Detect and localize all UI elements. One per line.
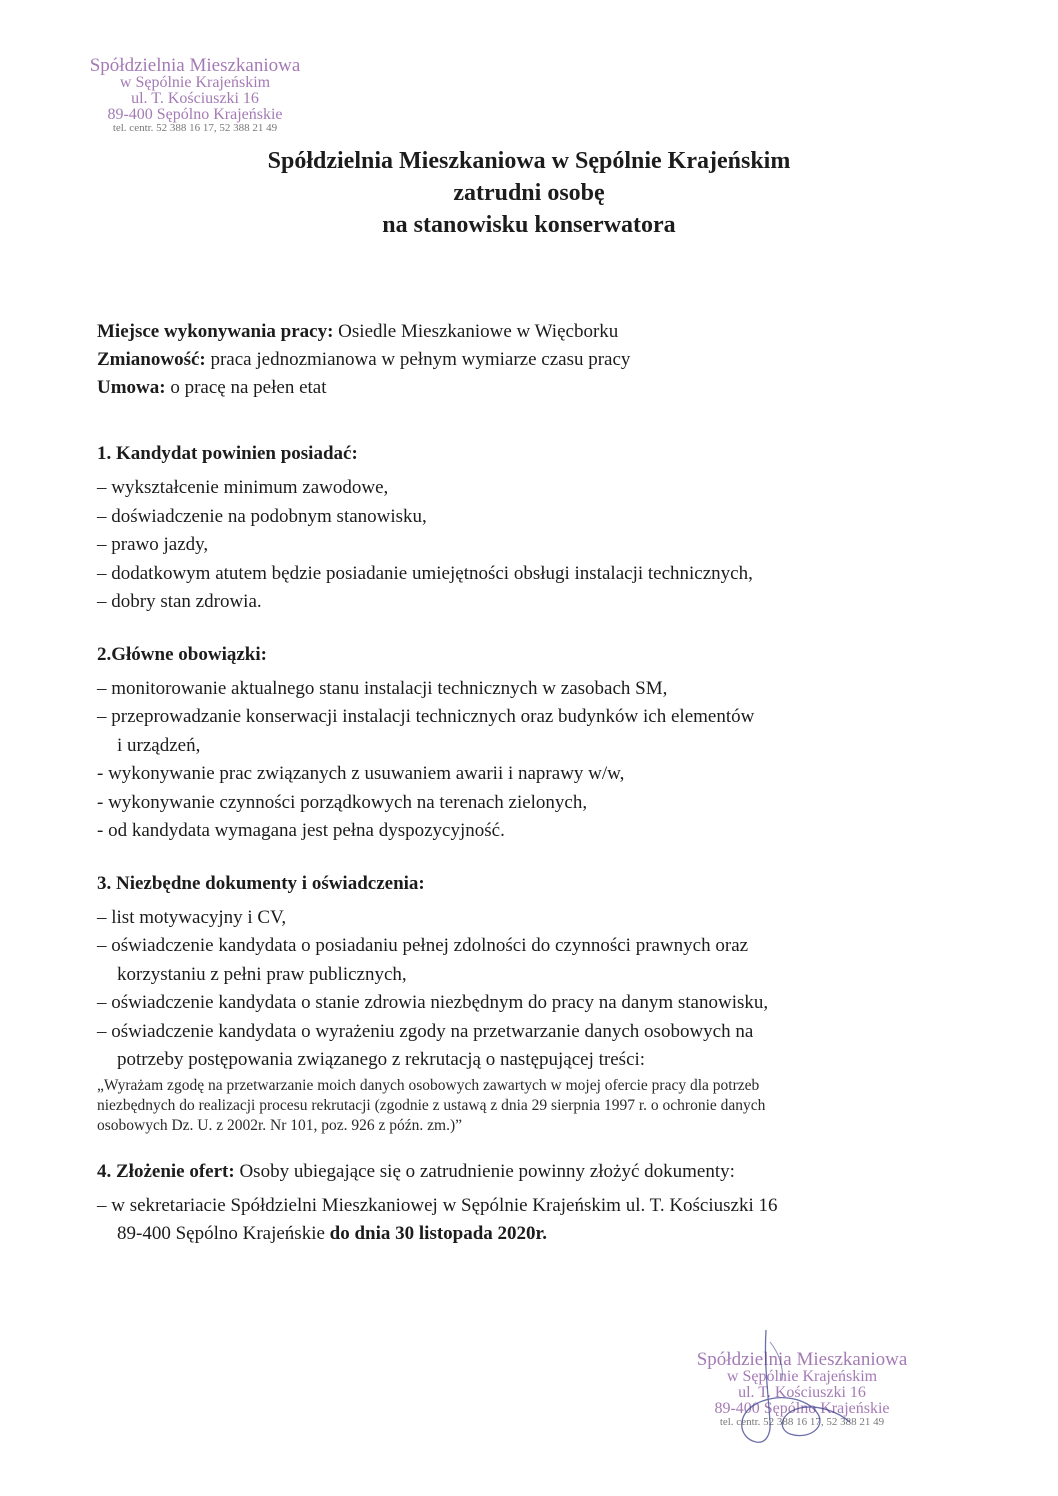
stamp-line: ul. T. Kościuszki 16 [738,1384,866,1401]
contract-line [97,374,977,402]
stamp-line: ul. T. Kościuszki 16 [131,90,259,107]
list-item: – wykształcenie minimum zawodowe, [97,477,389,498]
list-item: - wykonywanie czynności porządkowych na terenach zielonych, [97,791,588,813]
place-value: Osiedle Mieszkaniowe w Więcborku [333,321,619,342]
document-body [97,318,977,1249]
list-item: – dodatkowym atutem będzie posiadanie umiejętności obsługi instalacji technicznych, [97,562,753,584]
header-position: na stanowisku konserwatora [382,212,676,238]
quote-line: osobowych Dz. U. z 2002r. Nr 101, poz. 926 z późn. zm.)” [97,1116,463,1134]
list-item: – dobry stan zdrowia. [97,591,262,612]
header-title: Spółdzielnia Mieszkaniowa w Sępólnie Krajeńskim [267,148,791,174]
list-item: – w sekretariacie Spółdzielni Mieszkaniowej w Sępólnie Krajeńskim ul. T. Kościuszki 16 [97,1194,778,1216]
shift-value: praca jednozmianowa w pełnym wymiarze czasu pracy [205,349,631,370]
stamp-top [60,56,330,134]
stamp-line: 89-400 Sępólno Krajeńskie [714,1400,890,1417]
section-requirements [97,440,977,617]
consent-quote [97,1076,977,1136]
shift-label: Zmianowość: [97,349,206,370]
signature-icon [726,1322,866,1452]
section-title: 1. Kandydat powinien posiadać: [97,443,358,464]
list-item: – monitorowanie aktualnego stanu instalacji technicznych w zasobach SM, [97,677,668,699]
place-line [97,318,977,346]
address-text: 89-400 Sępólno Krajeńskie [117,1223,330,1244]
list-item: - wykonywanie prac związanych z usuwaniem awarii i naprawy w/w, [97,763,625,784]
stamp-line: Spółdzielnia Mieszkaniowa [696,1349,908,1370]
list-item-continuation [97,1220,977,1249]
section-documents [97,870,977,1136]
section-title: 3. Niezbędne dokumenty i oświadczenia: [97,872,425,894]
section-submission [97,1158,977,1249]
list-item: - od kandydata wymagana jest pełna dyspozycyjność. [97,820,505,841]
list-item-continuation: i urządzeń, [117,734,201,756]
shift-line [97,346,977,374]
quote-line: „Wyrażam zgodę na przetwarzanie moich danych osobowych zawartych w mojej ofercie pracy dla potrzeb [97,1076,760,1094]
list-item-continuation: potrzeby postępowania związanego z rekrutacją o następującej treści: [117,1049,646,1070]
list-item: – przeprowadzanie konserwacji instalacji technicznych oraz budynków ich elementów [97,706,755,727]
section-title: 2.Główne obowiązki: [97,643,267,665]
deadline-text: do dnia 30 listopada 2020r. [329,1223,547,1244]
section-duties [97,641,977,846]
list-item: – doświadczenie na podobnym stanowisku, [97,505,427,527]
list-item: – oświadczenie kandydata o stanie zdrowia niezbędnym do pracy na danym stanowisku, [97,992,769,1013]
stamp-line: w Sępólnie Krajeńskim [119,74,271,91]
section-title-rest: Osoby ubiegające się o zatrudnienie powinny złożyć dokumenty: [234,1160,735,1182]
list-item-continuation: korzystaniu z pełni praw publicznych, [117,963,407,985]
stamp-line: tel. centr. 52 388 16 17, 52 388 21 49 [112,122,278,134]
contract-value: o pracę na pełen etat [165,377,327,398]
stamp-line: Spółdzielnia Mieszkaniowa [89,55,301,76]
stamp-line: tel. centr. 52 388 16 17, 52 388 21 49 [719,1416,885,1428]
list-item: – oświadczenie kandydata o posiadaniu pełnej zdolności do czynności prawnych oraz [97,935,749,956]
stamp-line: w Sępólnie Krajeńskim [726,1368,878,1385]
list-item: – oświadczenie kandydata o wyrażeniu zgody na przetwarzanie danych osobowych na [97,1020,754,1042]
list-item: – prawo jazdy, [97,534,209,555]
section-title: 4. Złożenie ofert: [97,1160,235,1182]
place-label: Miejsce wykonywania pracy: [97,321,334,342]
stamp-line: 89-400 Sępólno Krajeńskie [107,106,283,123]
list-item: – list motywacyjny i CV, [97,906,287,928]
section-title-line [97,1158,977,1186]
job-details [97,318,977,402]
header-subtitle: zatrudni osobę [453,180,605,206]
quote-line: niezbędnych do realizacji procesu rekrutacji (zgodnie z ustawą z dnia 29 sierpnia 1997 r. o ochronie danych [97,1096,766,1114]
contract-label: Umowa: [97,377,166,398]
document-header [0,145,1058,241]
